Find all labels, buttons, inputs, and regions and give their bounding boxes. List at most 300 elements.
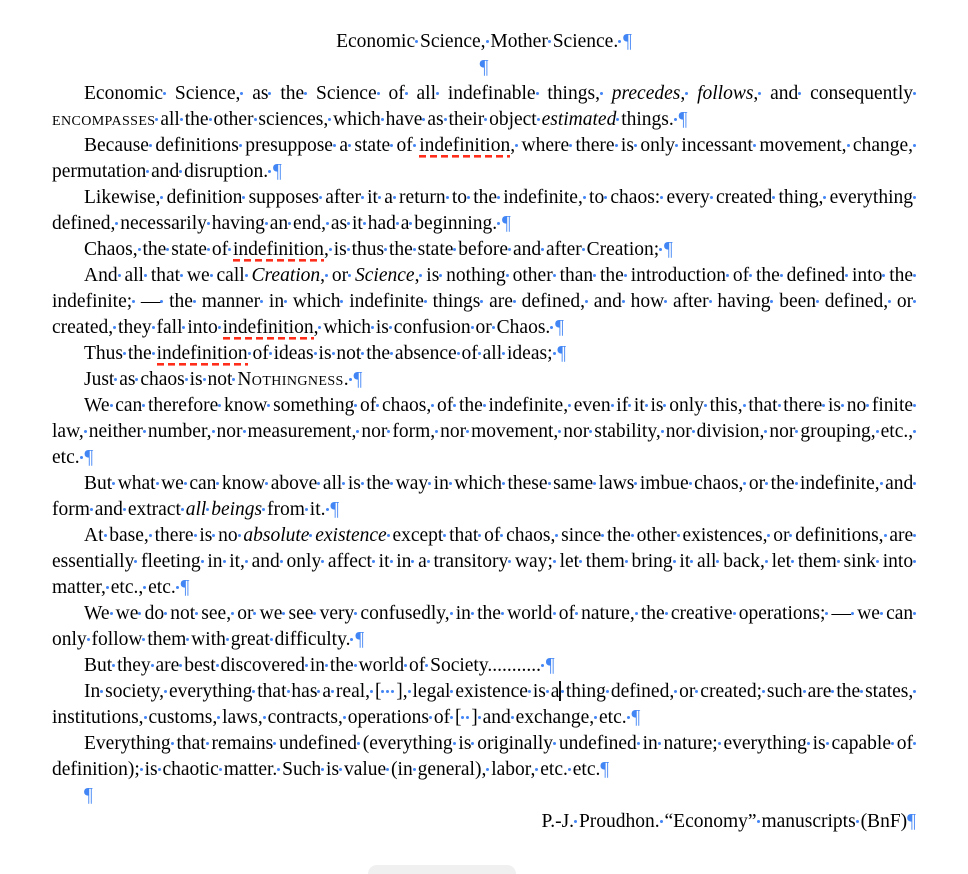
space-mark [822, 404, 825, 407]
space-mark [176, 586, 179, 589]
space-mark [611, 404, 614, 407]
space-mark [207, 222, 210, 225]
space-mark [313, 612, 316, 615]
space-mark [716, 560, 719, 563]
empty-paragraph [52, 55, 916, 81]
space-mark [386, 768, 389, 771]
space-mark [179, 664, 182, 667]
space-mark [743, 404, 746, 407]
space-mark [478, 716, 481, 719]
space-mark [604, 196, 607, 199]
italic-text: absolute [243, 525, 310, 546]
pilcrow-mark: ¶ [355, 629, 365, 650]
space-mark [798, 92, 801, 95]
pilcrow-mark: ¶ [180, 577, 190, 598]
space-mark [847, 144, 850, 147]
attribution: P.-J. Proudhon. “Economy” manuscripts (BnF)¶ [541, 811, 916, 832]
space-mark [149, 534, 152, 537]
space-mark [217, 716, 220, 719]
space-mark [574, 820, 577, 823]
space-mark [304, 92, 307, 95]
space-mark [218, 326, 221, 329]
space-mark [582, 248, 585, 251]
space-mark [913, 404, 916, 407]
space-mark [422, 118, 425, 121]
space-mark [357, 742, 360, 745]
space-mark [569, 144, 572, 147]
paragraph-10: At base, there is no absolute existence except that of chaos, since the other existences, or definitions, are essentially fleeting in it, and only affect it in a transitory way; let them bring it all back, let them sink into matter, etc., etc. ¶ [52, 523, 916, 601]
space-mark [361, 196, 364, 199]
space-mark [404, 664, 407, 667]
space-mark [317, 690, 320, 693]
space-mark [765, 560, 768, 563]
space-mark [772, 196, 775, 199]
space-mark [212, 534, 215, 537]
space-mark [348, 144, 351, 147]
paragraph-12: But they are best discovered in the world of Society........... ¶ [84, 655, 555, 676]
space-mark [665, 612, 668, 615]
space-mark [269, 352, 272, 355]
space-mark [486, 40, 489, 43]
paragraph-2: Because definitions presuppose a state of indefinition, where there is only incessant movement, change, permutation and disruption. ¶ [52, 133, 916, 185]
space-mark [185, 378, 188, 381]
space-mark [393, 196, 396, 199]
pilcrow-mark: ¶ [545, 655, 555, 676]
space-mark [325, 274, 328, 277]
space-mark [371, 326, 374, 329]
space-mark [471, 742, 474, 745]
space-mark [112, 482, 115, 485]
paragraph-3: Likewise, definition supposes after it a return to the indefinite, to chaos: every created thing, everything defined, necessarily having an end, as it had a beginning. ¶ [52, 185, 916, 237]
space-mark [80, 456, 83, 459]
space-mark [457, 352, 460, 355]
space-mark [593, 482, 596, 485]
pilcrow-mark: ¶ [353, 369, 363, 390]
space-mark [325, 664, 328, 667]
space-mark [219, 768, 222, 771]
paragraph-7: Just as chaos is not Nothingness. ¶ [84, 369, 363, 390]
space-mark [558, 430, 561, 433]
space-mark [622, 300, 625, 303]
space-mark [780, 274, 783, 277]
space-mark [583, 196, 586, 199]
space-mark [674, 690, 677, 693]
space-mark [535, 768, 538, 771]
space-mark [446, 196, 449, 199]
space-mark [152, 326, 155, 329]
space-mark [149, 144, 152, 147]
space-mark [431, 404, 434, 407]
paragraph-6: Thus the indefinition of ideas is not the absence of all ideas; ¶ [84, 343, 567, 364]
space-mark [501, 612, 504, 615]
space-mark [486, 768, 489, 771]
space-mark [180, 118, 183, 121]
space-mark [856, 820, 859, 823]
space-mark [144, 716, 147, 719]
space-mark [245, 274, 248, 277]
space-mark [616, 118, 619, 121]
space-mark [625, 560, 628, 563]
italic-text: existence [315, 525, 387, 546]
space-mark [277, 768, 280, 771]
italic-text: beings [211, 499, 263, 520]
space-mark [450, 690, 453, 693]
space-mark [413, 144, 416, 147]
space-mark [317, 482, 320, 485]
space-mark [319, 196, 322, 199]
space-mark [390, 482, 393, 485]
space-mark [268, 92, 271, 95]
space-mark [390, 352, 393, 355]
space-mark [749, 274, 752, 277]
space-mark [361, 352, 364, 355]
space-mark [709, 300, 712, 303]
space-mark [758, 92, 761, 95]
space-mark [115, 222, 118, 225]
space-mark [194, 534, 197, 537]
pilcrow-mark: ¶ [907, 811, 916, 832]
space-mark [201, 560, 204, 563]
space-mark [118, 274, 121, 277]
space-mark [427, 560, 430, 563]
space-mark [305, 508, 308, 511]
space-mark [450, 716, 453, 719]
space-mark [163, 92, 166, 95]
space-mark [152, 352, 155, 355]
space-mark [84, 430, 87, 433]
space-mark [372, 560, 375, 563]
space-mark [377, 92, 380, 95]
space-mark [270, 638, 273, 641]
space-mark [553, 612, 556, 615]
space-mark [354, 404, 357, 407]
space-mark [268, 170, 271, 173]
space-mark [428, 482, 431, 485]
space-mark [508, 248, 511, 251]
space-mark [663, 404, 666, 407]
space-mark [260, 300, 263, 303]
space-mark [541, 664, 544, 667]
space-mark [880, 482, 883, 485]
space-mark [282, 612, 285, 615]
space-mark [342, 482, 345, 485]
space-mark [634, 144, 637, 147]
space-mark [361, 482, 364, 485]
space-mark [216, 482, 219, 485]
space-mark [356, 430, 359, 433]
space-mark [193, 300, 196, 303]
space-mark [123, 352, 126, 355]
space-mark [339, 768, 342, 771]
pilcrow-mark: ¶ [479, 57, 489, 78]
space-mark [757, 820, 760, 823]
space-mark [453, 248, 456, 251]
space-mark [207, 248, 210, 251]
space-mark [138, 612, 141, 615]
space-mark [450, 612, 453, 615]
space-mark [413, 248, 416, 251]
space-mark [659, 248, 662, 251]
misspelled-word: indefinition [419, 135, 511, 156]
space-mark [280, 560, 283, 563]
space-mark [506, 274, 509, 277]
space-mark [243, 430, 246, 433]
space-mark [347, 248, 350, 251]
space-mark [155, 118, 158, 121]
space-mark [354, 612, 357, 615]
space-mark [767, 534, 770, 537]
space-mark [483, 404, 486, 407]
space-mark [305, 664, 308, 667]
space-mark [112, 664, 115, 667]
space-mark [913, 560, 916, 563]
pilcrow-mark: ¶ [272, 161, 282, 182]
space-mark [876, 560, 879, 563]
space-mark [156, 482, 159, 485]
space-mark [444, 118, 447, 121]
space-mark [195, 612, 198, 615]
space-mark [146, 170, 149, 173]
space-mark [661, 430, 664, 433]
space-mark [594, 716, 597, 719]
space-mark [321, 768, 324, 771]
space-mark [252, 690, 255, 693]
space-mark [387, 430, 390, 433]
paragraph-1: Economic Science, as the Science of all indefinable things, precedes, follows, and consequently encompasses all the other sciences, which have as their object estimated things. ¶ [52, 81, 916, 133]
space-mark [164, 612, 167, 615]
space-mark [795, 482, 798, 485]
pilcrow-mark: ¶ [502, 213, 511, 234]
space-mark [913, 534, 916, 537]
space-mark [140, 768, 143, 771]
space-mark [765, 482, 768, 485]
space-mark [704, 404, 707, 407]
space-mark [267, 404, 270, 407]
space-mark [110, 612, 113, 615]
pilcrow-mark: ¶ [631, 707, 641, 728]
space-mark [370, 690, 373, 693]
space-mark [484, 118, 487, 121]
space-mark [405, 92, 408, 95]
document-text[interactable] [52, 29, 916, 835]
space-mark [695, 690, 698, 693]
space-mark [726, 274, 729, 277]
space-mark [143, 586, 146, 589]
pilcrow-mark: ¶ [84, 785, 93, 806]
pilcrow-mark: ¶ [330, 499, 340, 520]
space-mark [601, 534, 604, 537]
space-mark [179, 170, 182, 173]
space-mark [182, 326, 185, 329]
space-mark [240, 92, 243, 95]
space-mark [845, 274, 848, 277]
space-mark [378, 196, 381, 199]
misspelled-word: indefinition [232, 239, 324, 260]
space-mark [114, 378, 117, 381]
space-mark [866, 404, 869, 407]
space-mark [471, 326, 474, 329]
smallcaps-text: Nothingness [237, 369, 344, 390]
paragraph-11: We we do not see, or we see very confusedly, in the world of nature, the creative operations; — we can only follow them with great difficulty. ¶ [52, 601, 916, 653]
space-mark [733, 612, 736, 615]
space-mark [753, 144, 756, 147]
space-mark [860, 690, 863, 693]
space-mark [635, 612, 638, 615]
space-mark [884, 534, 887, 537]
space-mark [151, 664, 154, 667]
space-mark [624, 274, 627, 277]
italic-text: Creation [251, 265, 321, 286]
space-mark [502, 352, 505, 355]
space-mark [541, 248, 544, 251]
italic-text: Science [355, 265, 415, 286]
space-mark [585, 300, 588, 303]
space-mark [536, 92, 539, 95]
space-mark [409, 222, 412, 225]
space-mark [248, 352, 251, 355]
space-mark [326, 222, 329, 225]
space-mark [628, 404, 631, 407]
space-mark [265, 482, 268, 485]
space-mark [164, 690, 167, 693]
space-mark [851, 612, 854, 615]
space-mark [348, 274, 351, 277]
space-mark [411, 560, 414, 563]
space-mark [424, 300, 427, 303]
space-mark [795, 430, 798, 433]
space-mark [134, 560, 137, 563]
space-mark [184, 482, 187, 485]
space-mark [891, 742, 894, 745]
space-mark [664, 300, 667, 303]
space-mark [618, 40, 621, 43]
space-mark [386, 690, 389, 693]
space-mark [575, 612, 578, 615]
space-mark [138, 248, 141, 251]
space-mark [710, 196, 713, 199]
space-mark [439, 274, 442, 277]
space-mark [228, 248, 231, 251]
space-mark [658, 742, 661, 745]
space-mark [789, 534, 792, 537]
paragraph-9: But what we can know above all is the way in which these same laws imbue chaos, or the indefinite, and form and extract all beings from it. ¶ [52, 471, 916, 523]
smallcaps-text: encompasses [52, 109, 156, 130]
space-mark [913, 742, 916, 745]
space-mark [685, 92, 688, 95]
space-mark [689, 482, 692, 485]
space-mark [262, 508, 265, 511]
space-mark [673, 560, 676, 563]
space-mark [160, 300, 163, 303]
space-mark [913, 690, 916, 693]
space-mark [634, 482, 637, 485]
space-mark [561, 690, 564, 693]
space-mark [239, 144, 242, 147]
space-mark [677, 534, 680, 537]
space-mark [390, 560, 393, 563]
space-mark [548, 482, 551, 485]
space-mark [318, 326, 321, 329]
pilcrow-mark: ¶ [623, 31, 632, 52]
space-mark [825, 612, 828, 615]
space-mark [913, 196, 916, 199]
space-mark [106, 586, 109, 589]
space-mark [384, 248, 387, 251]
space-mark [413, 768, 416, 771]
pilcrow-mark: ¶ [664, 239, 673, 260]
space-mark [231, 612, 234, 615]
space-mark [502, 482, 505, 485]
space-mark [675, 144, 678, 147]
document-title: Economic Science, Mother Science. ¶ [336, 31, 632, 52]
space-mark [332, 352, 335, 355]
space-mark [627, 716, 630, 719]
bottom-sheet-edge [368, 865, 516, 874]
space-mark [553, 742, 556, 745]
space-mark [435, 430, 438, 433]
space-mark [606, 690, 609, 693]
space-mark [492, 326, 495, 329]
space-mark [913, 274, 916, 277]
space-mark [480, 300, 483, 303]
space-mark [913, 430, 916, 433]
pilcrow-mark: ¶ [84, 447, 94, 468]
space-mark [390, 144, 393, 147]
space-mark [880, 612, 883, 615]
space-mark [443, 534, 446, 537]
empty-paragraph-2 [52, 783, 916, 809]
space-mark [500, 534, 503, 537]
space-mark [803, 690, 806, 693]
space-mark [425, 664, 428, 667]
space-mark [826, 742, 829, 745]
space-mark [216, 664, 219, 667]
space-mark [791, 560, 794, 563]
space-mark [354, 664, 357, 667]
space-mark [497, 222, 500, 225]
space-mark [142, 404, 145, 407]
paragraph-8: We can therefore know something of chaos, of the indefinite, even if it is only this, that there is no finite law, neither number, nor measurement, nor form, nor movement, nor stability, nor division, nor grouping, etc., etc. ¶ [52, 393, 916, 471]
space-mark [453, 404, 456, 407]
space-mark [186, 638, 189, 641]
space-mark [837, 560, 840, 563]
space-mark [674, 118, 677, 121]
space-mark [497, 196, 500, 199]
space-mark [113, 326, 116, 329]
space-mark [160, 196, 163, 199]
space-mark [273, 742, 276, 745]
space-mark [181, 508, 184, 511]
space-mark [807, 742, 810, 745]
space-mark [553, 560, 556, 563]
space-mark [210, 274, 213, 277]
space-mark [770, 300, 773, 303]
space-mark [429, 716, 432, 719]
space-mark [537, 118, 540, 121]
space-mark [913, 144, 916, 147]
space-mark [288, 222, 291, 225]
space-mark [743, 482, 746, 485]
paragraph-5: And all that we call Creation, or Science, is nothing other than the introduction of the defined into the indefinite; — the manner in which indefinite things are defined, and how after having been defined, or created, they fall into indefinition, which is confusion or Chaos. ¶ [52, 263, 916, 341]
space-mark [888, 300, 891, 303]
space-mark [478, 534, 481, 537]
space-mark [631, 534, 634, 537]
space-mark [913, 92, 916, 95]
space-mark [321, 560, 324, 563]
space-mark [568, 768, 571, 771]
space-mark [553, 274, 556, 277]
misspelled-word: indefinition [222, 317, 314, 338]
